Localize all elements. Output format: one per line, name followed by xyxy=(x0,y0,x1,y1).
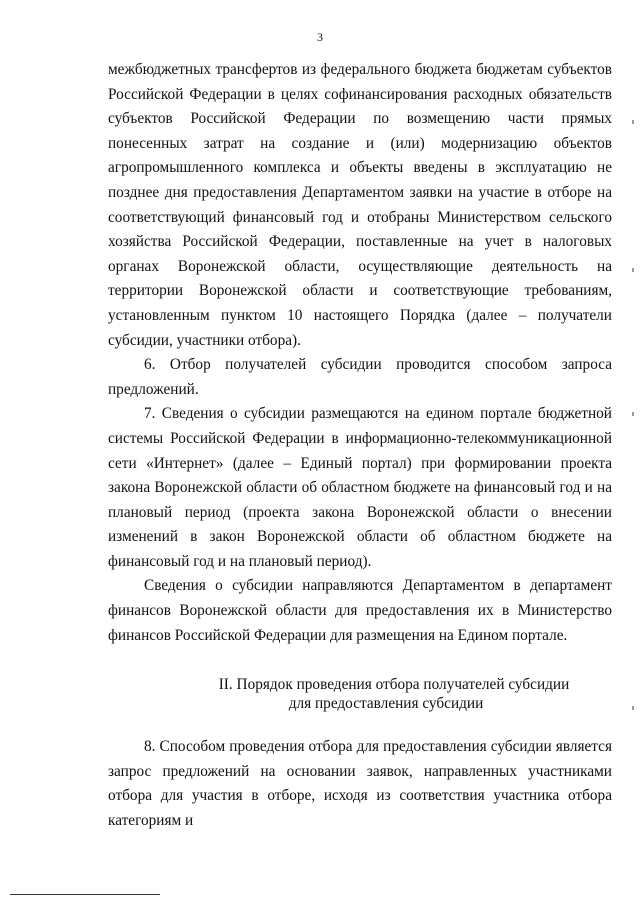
scan-margin-mark xyxy=(632,412,634,416)
paragraph-7-info: Сведения о субсидии направляются Департаментом в департамент финансов Воронежской области для предоставления их в Министерство финансов Российской Федерации для размещения на Едином портале. xyxy=(108,577,612,644)
section-heading xyxy=(108,675,612,713)
paragraph-7: 7. Сведения о субсидии размещаются на едином портале бюджетной системы Российской Федерации в информационно-телекоммуникационной сети «Интернет» (далее – Единый портал) при формировании проекта закона Воронежской области об областном бюджете на финансовый год и на плановый период (проекта закона Воронежской области о внесении изменений в закон Воронежской области об областном бюджете на финансовый год и на плановый период). xyxy=(108,405,612,570)
scan-margin-mark xyxy=(632,706,634,710)
scan-margin-mark xyxy=(632,120,634,124)
footer-rule xyxy=(10,894,160,895)
section-heading-line-1: II. Порядок проведения отбора получателей субсидии xyxy=(218,676,570,694)
paragraph-6: 6. Отбор получателей субсидии проводится способом запроса предложений. xyxy=(108,356,612,398)
paragraph-8: 8. Способом проведения отбора для предоставления субсидии является запрос предложений на основании заявок, направленных участниками отбора для участия в отборе, исходя из соответствия участника отбора категориям и xyxy=(108,738,612,830)
scan-margin-mark xyxy=(632,268,634,272)
section-heading-line-2: для предоставления субсидии xyxy=(288,695,484,713)
paragraph-continuation: межбюджетных трансфертов из федерального бюджета бюджетам субъектов Российской Федерации в целях софинансирования расходных обязательств субъектов Российской Федерации по возмещению части прямых понесенных затрат на создание и (или) модернизацию объектов агропромышленного комплекса и объекты введены в эксплуатацию не позднее дня предоставления Департаментом заявки на участие в отборе на соответствующий финансовый год и отобраны Министерством сельского хозяйства Российской Федерации, поставленные на учет в налоговых органах Воронежской области, осуществляющие деятельность на территории Воронежской области и соответствующие требованиям, установленным пунктом 10 настоящего Порядка (далее – получатели субсидии, участники отбора). xyxy=(108,61,612,349)
page-number: 3 xyxy=(317,30,323,44)
document-body xyxy=(108,58,612,834)
